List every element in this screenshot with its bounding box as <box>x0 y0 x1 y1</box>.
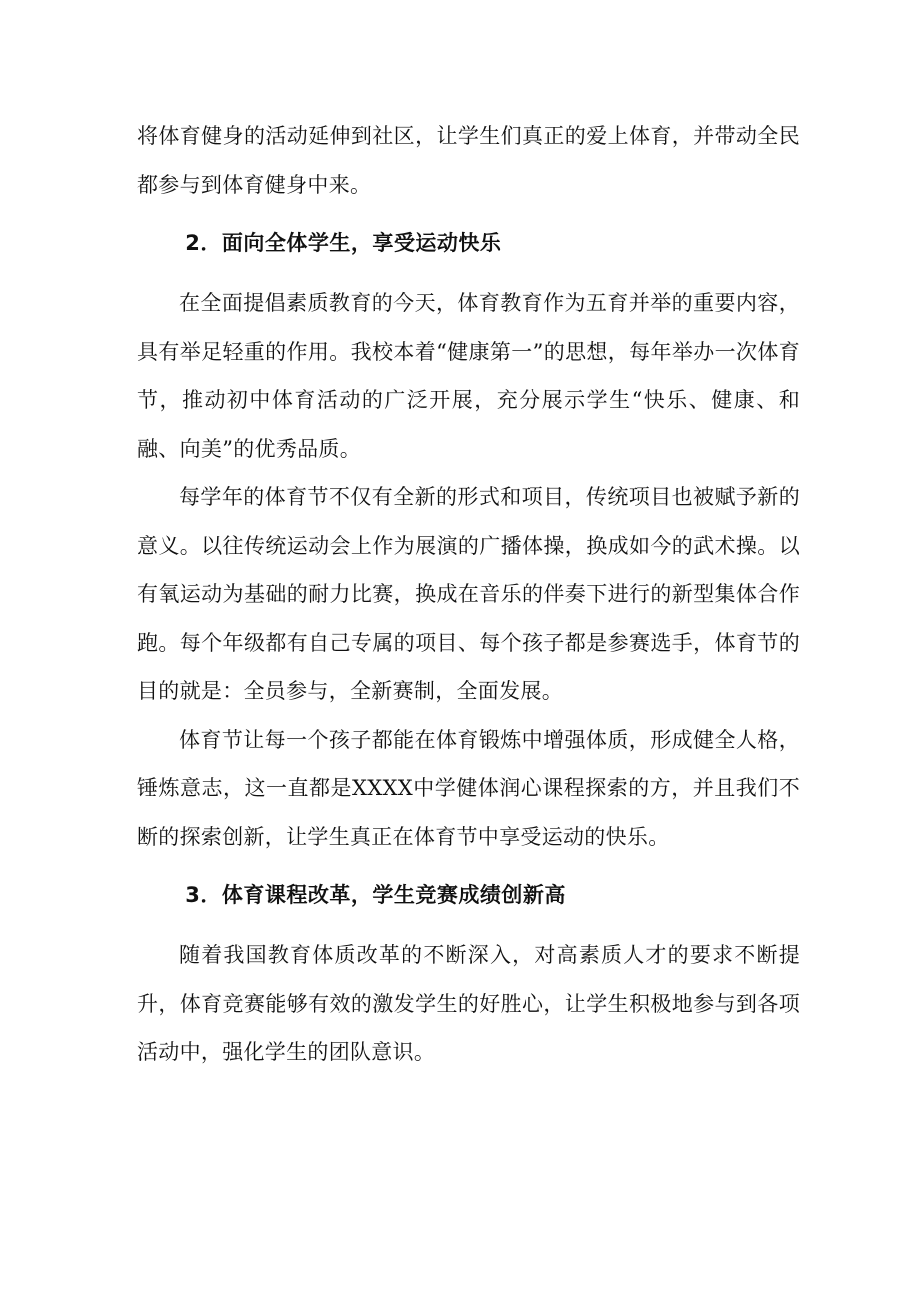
paragraph-quality-education: 在全面提倡素质教育的今天，体育教育作为五育并举的重要内容，具有举足轻重的作用。我校本着“健康第一”的思想，每年举办一次体育节，推动初中体育活动的广泛开展，充分展示学生“快乐、健康、和融、向美”的优秀品质。 <box>137 291 800 461</box>
document-body <box>137 112 800 1077</box>
paragraph-sports-festival-goal: 体育节让每一个孩子都能在体育锻炼中增强体质，形成健全人格，锤炼意志，这一直都是XXXX中学健体润心课程探索的方，并且我们不断的探索创新，让学生真正在体育节中享受运动的快乐。 <box>137 727 800 849</box>
paragraph-continuation: 将体育健身的活动延伸到社区，让学生们真正的爱上体育，并带动全民都参与到体育健身中来。 <box>137 124 800 197</box>
paragraph-curriculum-reform: 随着我国教育体质改革的不断深入，对高素质人才的要求不断提升，体育竞赛能够有效的激发学生的好胜心，让学生积极地参与到各项活动中，强化学生的团队意识。 <box>137 943 800 1064</box>
paragraph-sports-festival-format: 每学年的体育节不仅有全新的形式和项目，传统项目也被赋予新的意义。以往传统运动会上作为展演的广播体操，换成如今的武术操。以有氧运动为基础的耐力比赛，换成在音乐的伴奏下进行的新型集体合作跑。每个年级都有自己专属的项目、每个孩子都是参赛选手，体育节的目的就是：全员参与，全新赛制，全面发展。 <box>137 485 800 703</box>
section-heading-3: 3．体育课程改革，学生竞赛成绩创新高 <box>185 883 566 907</box>
section-heading-2: 2．面向全体学生，享受运动快乐 <box>185 231 502 255</box>
